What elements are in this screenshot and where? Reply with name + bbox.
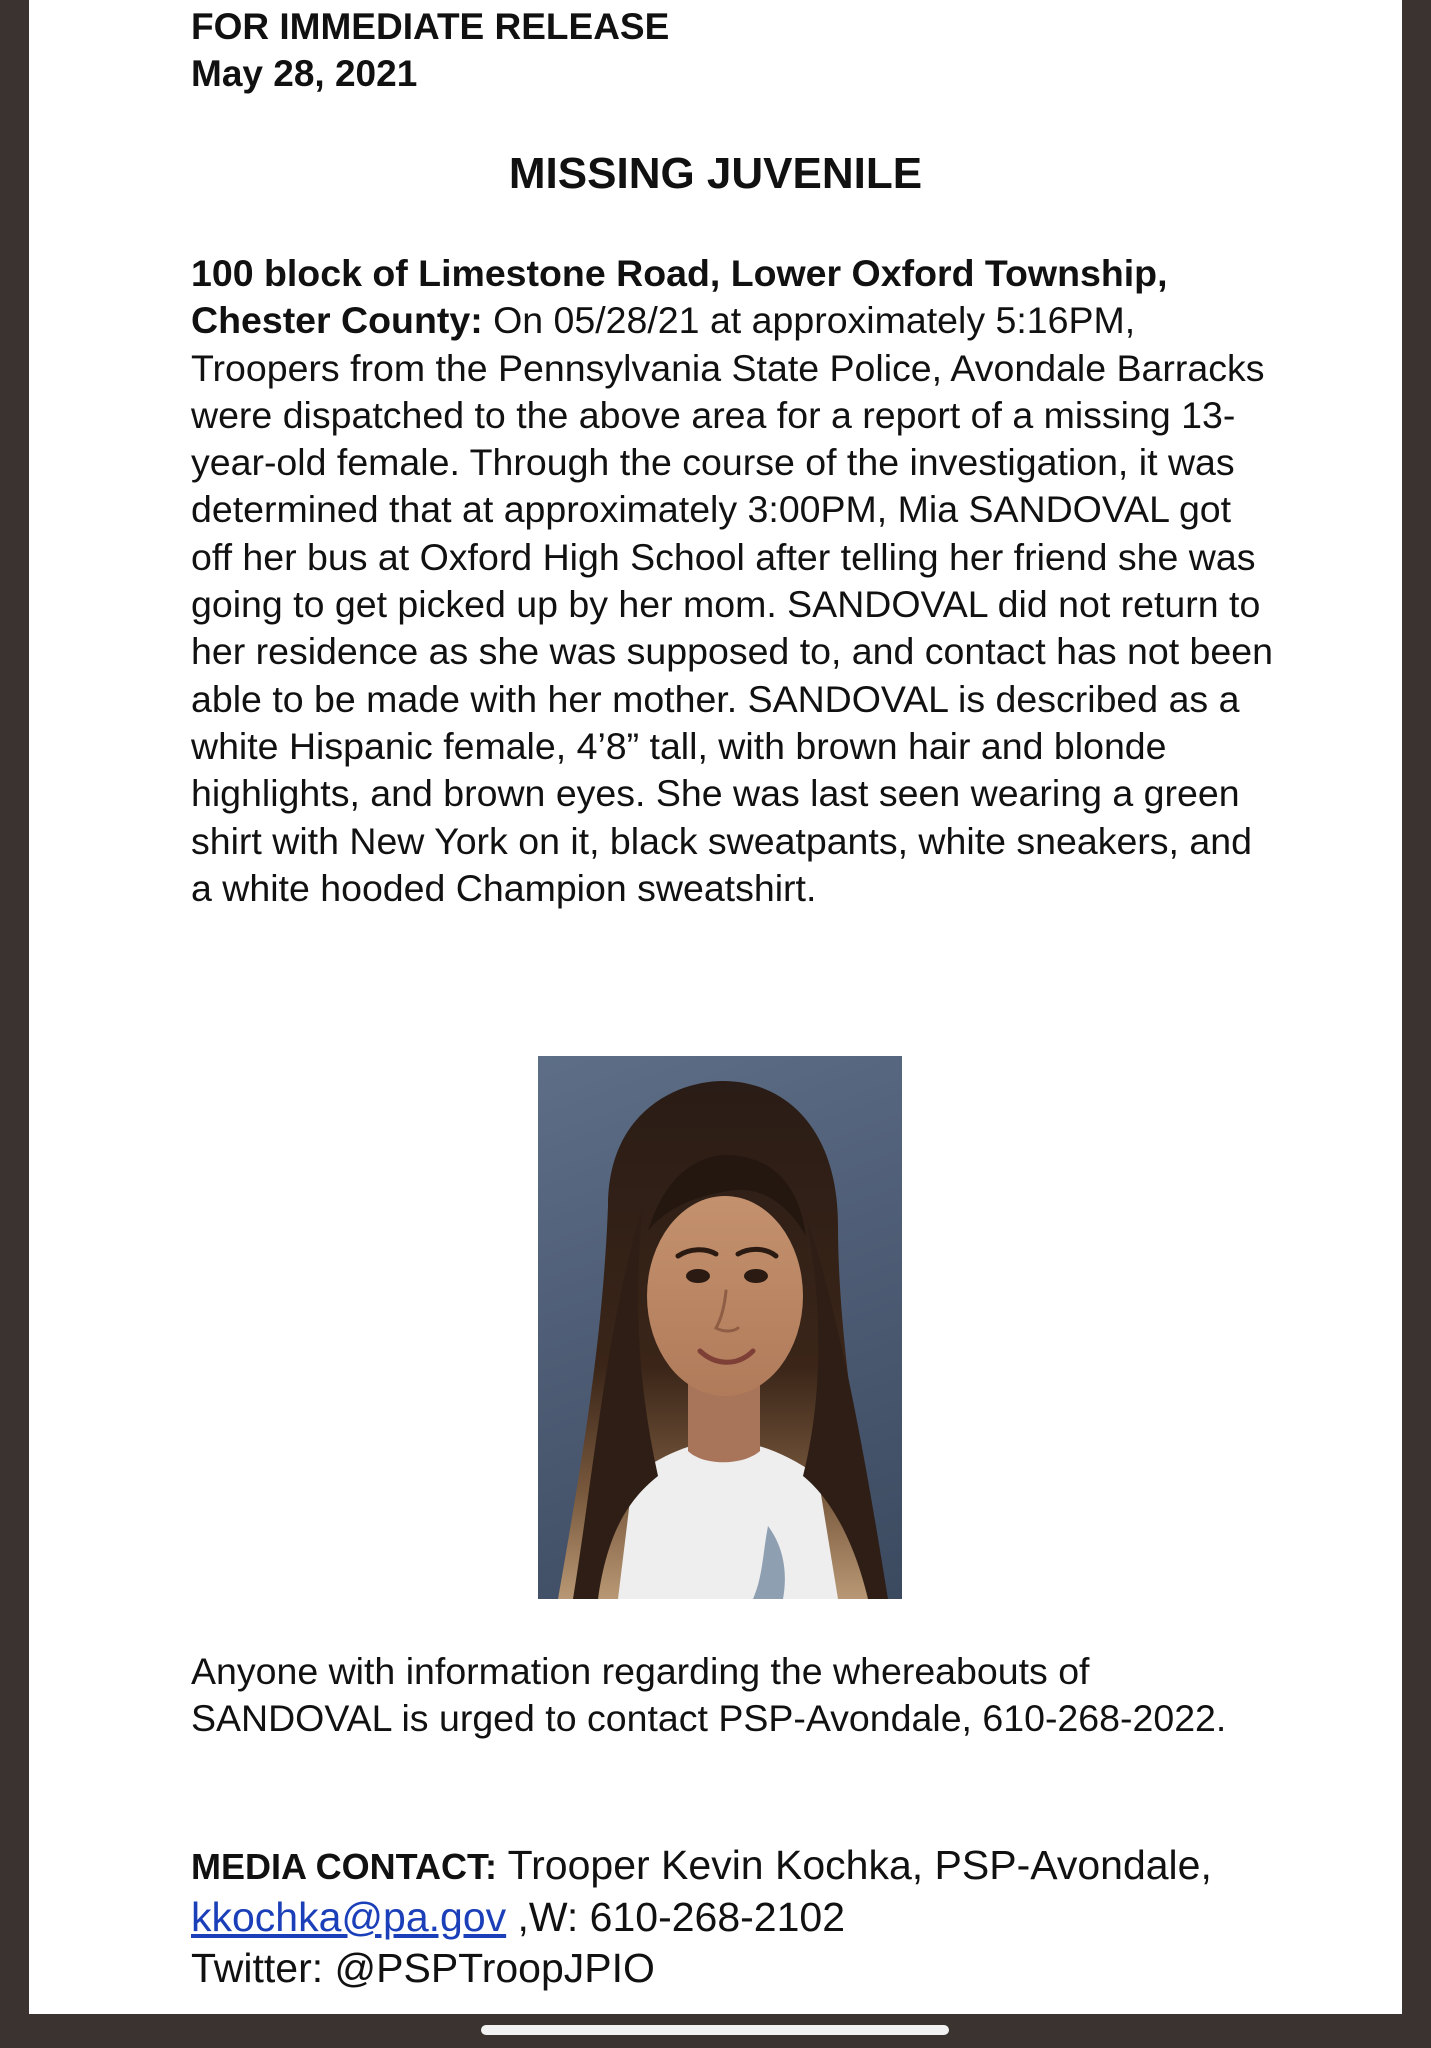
press-release-page — [29, 0, 1402, 2014]
incident-location: 100 block of Limestone Road, Lower Oxford Township, Chester County: — [191, 252, 1168, 342]
portrait-illustration — [538, 1056, 902, 1599]
media-contact-label: MEDIA CONTACT: — [191, 1846, 497, 1887]
incident-narrative: On 05/28/21 at approximately 5:16PM, Troopers from the Pennsylvania State Police, Avondale Barracks were dispatched to the above area for a report of a missing 13-year-old female. Through the course of the investigation, it was determined that at approximately 3:00PM, Mia SANDOVAL got off her bus at Oxford High School after telling her friend she was going to get picked up by her mom. SANDOVAL did not return to her residence as she was supposed to, and contact has not been able to be made with her mother. SANDOVAL is described as a white Hispanic female, 4’8” tall, with brown hair and blonde highlights, and brown eyes. She was last seen wearing a green shirt with New York on it, black sweatpants, white sneakers, and a white hooded Champion sweatshirt. — [191, 299, 1273, 909]
media-contact-email-link[interactable]: kkochka@pa.gov — [191, 1894, 507, 1940]
contact-request: Anyone with information regarding the whereabouts of SANDOVAL is urged to contact PSP-Avondale, 610-268-2022. — [191, 1650, 1227, 1740]
missing-person-photo — [538, 1056, 902, 1599]
release-label: FOR IMMEDIATE RELEASE — [191, 6, 670, 47]
page-title: MISSING JUVENILE — [508, 149, 923, 198]
home-indicator-bar[interactable] — [481, 2025, 949, 2035]
media-contact-work-phone: ,W: 610-268-2102 — [506, 1894, 845, 1940]
release-date: May 28, 2021 — [191, 53, 418, 94]
media-contact-name: Trooper Kevin Kochka, PSP-Avondale, — [496, 1842, 1212, 1888]
media-contact — [191, 1840, 1341, 1994]
incident-description — [191, 250, 1281, 912]
media-contact-twitter: Twitter: @PSPTroopJPIO — [191, 1945, 655, 1991]
